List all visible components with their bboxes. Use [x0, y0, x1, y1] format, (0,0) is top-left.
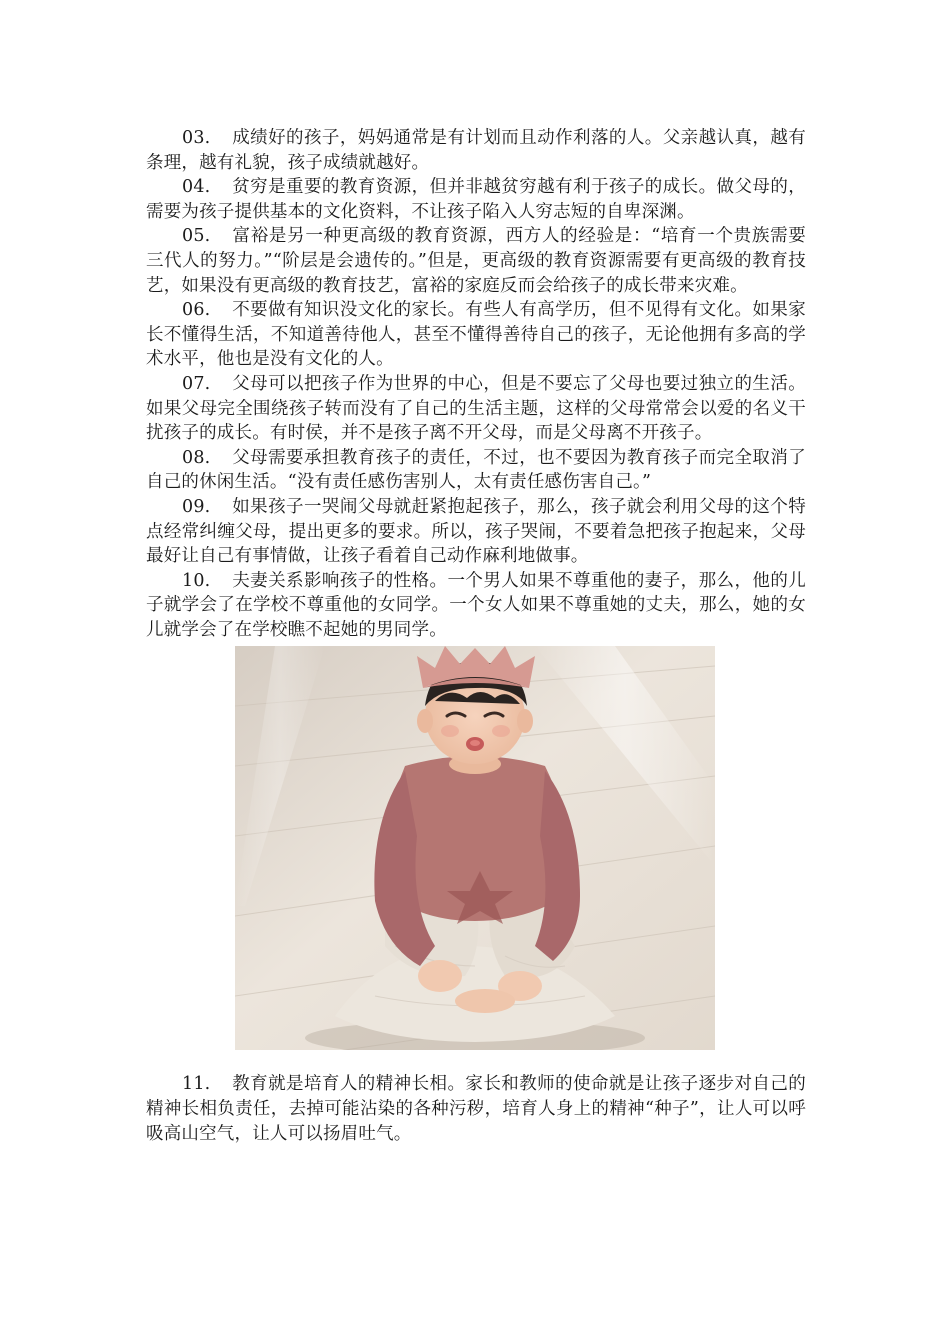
paragraph-text: 贫穷是重要的教育资源，但并非越贫穷越有利于孩子的成长。做父母的，需要为孩子提供基本的文化资料，不让孩子陷入人穷志短的自卑深渊。	[146, 177, 806, 222]
paragraph-number: 06.	[182, 300, 211, 321]
paragraph	[146, 495, 806, 569]
paragraph-05	[146, 224, 806, 298]
paragraph	[146, 298, 806, 372]
paragraph-06	[146, 298, 806, 372]
paragraph-number: 10.	[182, 570, 211, 591]
paragraph-number: 05.	[182, 226, 211, 247]
paragraph-text: 富裕是另一种更高级的教育资源，西方人的经验是：“培育一个贵族需要三代人的努力。”“阶层是会遗传的。”但是，更高级的教育资源需要有更高级的教育技艺，如果没有更高级的教育技艺，富裕的家庭反而会给孩子的成长带来灾难。	[146, 226, 806, 296]
paragraph-number: 07.	[182, 373, 211, 394]
paragraph-number: 04.	[182, 177, 211, 198]
paragraph-text: 教育就是培育人的精神长相。家长和教师的使命就是让孩子逐步对自己的精神长相负责任，去掉可能沾染的各种污秽，培育人身上的精神“种子”，让人可以呼吸高山空气，让人可以扬眉吐气。	[146, 1074, 806, 1144]
paragraph-number: 09.	[182, 496, 211, 517]
paragraph-text: 成绩好的孩子，妈妈通常是有计划而且动作利落的人。父亲越认真，越有条理，越有礼貌，孩子成绩就越好。	[146, 128, 806, 173]
document-page	[146, 126, 806, 1146]
paragraph-07	[146, 372, 806, 446]
paragraph	[146, 446, 806, 495]
paragraph	[146, 1072, 806, 1146]
paragraph	[146, 569, 806, 643]
paragraph-10	[146, 569, 806, 643]
child-photo	[235, 646, 715, 1050]
paragraph-text: 父母可以把孩子作为世界的中心，但是不要忘了父母也要过独立的生活。如果父母完全围绕孩子转而没有了自己的生活主题，这样的父母常常会以爱的名义干扰孩子的成长。有时侯，并不是孩子离不开父母，而是父母离不开孩子。	[146, 373, 806, 444]
paragraph-number: 03.	[182, 128, 211, 148]
paragraph-04	[146, 175, 806, 224]
paragraph-number: 08.	[182, 447, 211, 468]
paragraph-03	[146, 126, 806, 175]
child-photo-icon	[235, 646, 715, 1050]
paragraph-text: 父母需要承担教育孩子的责任，不过，也不要因为教育孩子而完全取消了自己的休闲生活。“没有责任感伤害别人，太有责任感伤害自己。”	[146, 447, 806, 493]
paragraph-09	[146, 495, 806, 569]
paragraph	[146, 126, 806, 175]
paragraph-08	[146, 446, 806, 495]
paragraph-text: 如果孩子一哭闹父母就赶紧抱起孩子，那么，孩子就会利用父母的这个特点经常纠缠父母，提出更多的要求。所以，孩子哭闹，不要着急把孩子抱起来，父母最好让自己有事情做，让孩子看着自己动作麻利地做事。	[146, 496, 806, 567]
paragraph-text: 夫妻关系影响孩子的性格。一个男人如果不尊重他的妻子，那么，他的儿子就学会了在学校不尊重他的女同学。一个女人如果不尊重她的丈夫，那么，她的女儿就学会了在学校瞧不起她的男同学。	[146, 570, 806, 640]
paragraph-11	[146, 1072, 806, 1146]
paragraph	[146, 175, 806, 224]
paragraph	[146, 224, 806, 298]
paragraph-number: 11.	[182, 1074, 211, 1095]
paragraph	[146, 372, 806, 446]
spacer	[146, 1050, 806, 1072]
paragraph-text: 不要做有知识没文化的家长。有些人有高学历，但不见得有文化。如果家长不懂得生活，不知道善待他人，甚至不懂得善待自己的孩子，无论他拥有多高的学术水平，他也是没有文化的人。	[146, 300, 806, 370]
